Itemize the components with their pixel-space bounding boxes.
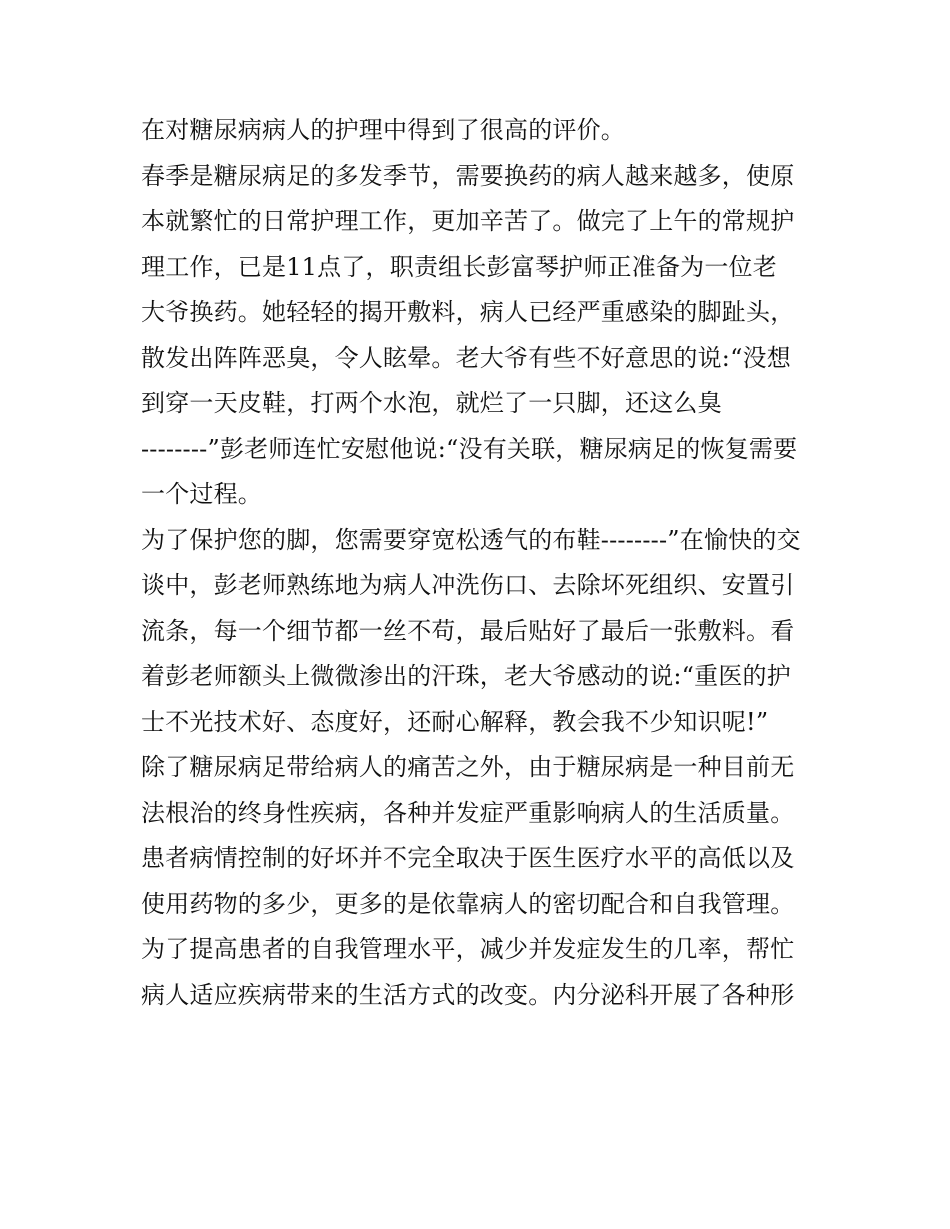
text-line: 士不光技术好、态度好，还耐心解释，教会我不少知识呢!” (141, 707, 769, 736)
text-line: 为了保护您的脚，您需要穿宽松透气的布鞋--------”在愉快的交 (141, 525, 801, 554)
text-line: 一个过程。 (141, 480, 262, 508)
text-line: --------”彭老师连忙安慰他说:“没有关联，糖尿病足的恢复需要 (141, 434, 798, 463)
text-line: 春季是糖尿病足的多发季节，需要换药的病人越来越多，使原 (141, 161, 795, 190)
text-line: 病人适应疾病带来的生活方式的改变。内分泌科开展了各种形 (141, 980, 795, 1009)
text-line: 理工作，已是11点了，职责组长彭富琴护师正准备为一位老 (141, 252, 777, 281)
text-line: 大爷换药。她轻轻的揭开敷料，病人已经严重感染的脚趾头， (141, 298, 795, 326)
text-line: 法根治的终身性疾病，各种并发症严重影响病人的生活质量。 (141, 798, 795, 827)
text-line: 散发出阵阵恶臭，令人眩晕。老大爷有些不好意思的说:“没想 (141, 343, 791, 372)
text-line: 谈中，彭老师熟练地为病人冲洗伤口、去除坏死组织、安置引 (141, 571, 795, 599)
text-line: 流条，每一个细节都一丝不苟，最后贴好了最后一张敷料。看 (141, 616, 795, 645)
document-body (141, 108, 821, 1018)
text-line: 着彭老师额头上微微渗出的汗珠，老大爷感动的说:“重医的护 (141, 662, 791, 690)
text-line: 为了提高患者的自我管理水平，减少并发症发生的几率，帮忙 (141, 935, 795, 963)
text-line: 到穿一天皮鞋，打两个水泡，就烂了一只脚，还这么臭 (141, 389, 722, 417)
text-line: 本就繁忙的日常护理工作，更加辛苦了。做完了上午的常规护 (141, 207, 795, 235)
text-line: 患者病情控制的好坏并不完全取决于医生医疗水平的高低以及 (141, 844, 795, 872)
text-line: 在对糖尿病病人的护理中得到了很高的评价。 (141, 116, 625, 144)
text-line: 使用药物的多少，更多的是依靠病人的密切配合和自我管理。 (141, 889, 795, 918)
text-line: 除了糖尿病足带给病人的痛苦之外，由于糖尿病是一种目前无 (141, 753, 795, 781)
